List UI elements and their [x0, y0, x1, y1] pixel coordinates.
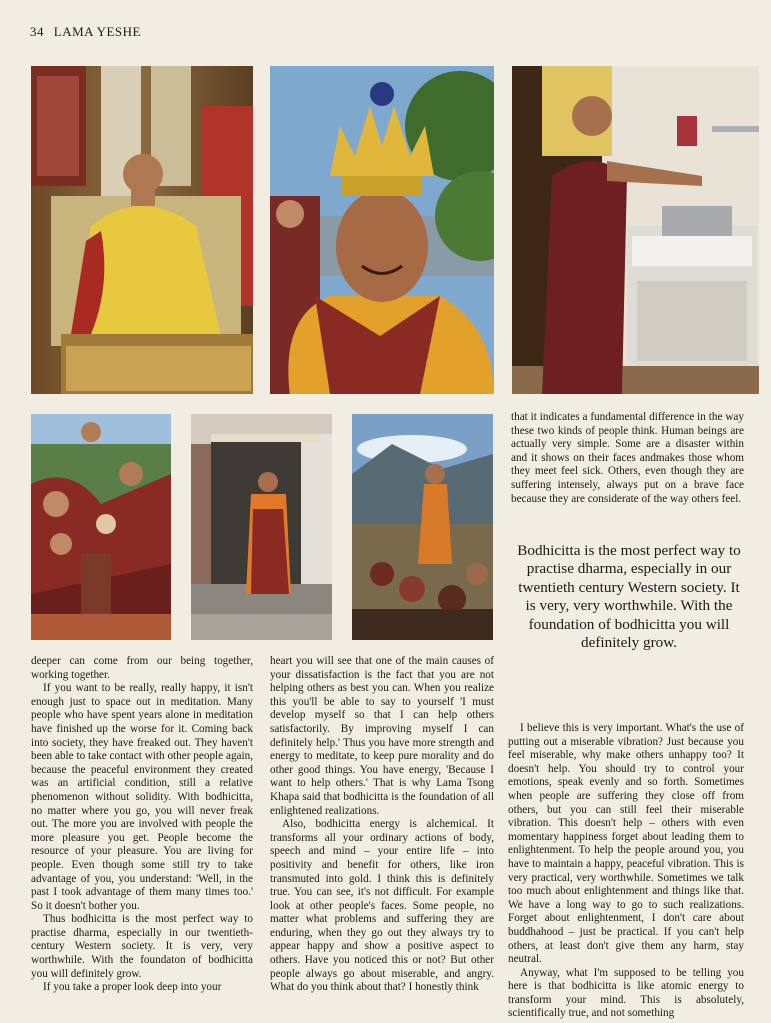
paragraph: I believe this is very important. What's the use of putting out a miserable vibration? Just because you feel miserable, why make others unhappy too? It doesn't help. You should try to control your emotions, speak evenly and so forth. Sometimes when people are suffering they close off from others, but you can still feel their miserable vibration. This doesn't help – others with even momentary happiness forget about leading them to enlightenment. To help the people around you, you have to maintain a happy, peaceful vibration. This is very practical, very worthwhile. Sometimes we talk too much about enlightenment and things like that. We have a long way to go to such realizations. Forget about enlightenment, I don't care about buddhahood – just be practical. If you can't help others, at least don't give them any harm, stay neutral.	[508, 722, 744, 966]
running-head	[30, 24, 141, 40]
photo-outdoor-teaching	[352, 414, 493, 640]
pull-quote: Bodhicitta is the most perfect way to practise dharma, especially in our twentieth century Western society. It is very, very worthwhile. With the foundation of bodhicitta you will definitely grow.	[517, 542, 741, 652]
page-number: 34	[30, 24, 44, 39]
paragraph: that it indicates a fundamental difference in the way these two kinds of people think. Human beings are actually very simple. Some are a disaster within and it shows on their faces andmakes those whom they meet feel sick. Others, even though they are suffering intensely, always put on a brave face because they are considerate of the way others feel.	[511, 411, 744, 505]
photo-crowd-gathering	[31, 414, 171, 640]
col2-text	[270, 655, 494, 995]
running-title: LAMA YESHE	[53, 24, 141, 39]
paragraph: Thus bodhicitta is the most perfect way to practise dharma, especially in our twentieth-century Western society. It is very, very worthwhile. With the foundaton of bodhicitta you will definitely grow.	[31, 913, 253, 980]
paragraph: heart you will see that one of the main causes of your dissatisfaction is the fact that you are not helping others as best you can. When you realize this you'll be able to say to yourself 'I must develop myself so that I can help others satisfactorily. By improving myself I can definitely help.' Thus you have more strength and energy to meditate, to keep pure morality and do other good things. You have energy, 'Because I want to help others.' That is why Lama Tsong Khapa said that bodhicitta is the foundation of all enlightened realizations.	[270, 655, 494, 817]
paragraph: Anyway, what I'm supposed to be telling you here is that bodhicitta is like atomic energy to transform your mind. This is absolutely, scientifically true, and not something	[508, 966, 744, 1020]
col1-text	[31, 655, 253, 995]
photo-seated-lama	[31, 66, 253, 394]
photo-lama-cooking	[512, 66, 759, 394]
col3-bottom-text	[508, 722, 744, 1021]
paragraph: Also, bodhicitta energy is alchemical. It transforms all your ordinary actions of body, speech and mind – your entire life – into positivity and benefit for others, like iron transmuted into gold. I think this is definitely true. You can see, it's not difficult. For example look at other people's faces. Some people, no matter what problems and suffering they are enduring, when they go out they always try to appear happy and show a positive aspect to others. Have you noticed this or not? But other people always go about miserable, and angry. What do you think about that? I honestly think	[270, 818, 494, 994]
paragraph: deeper can come from our being together, working together.	[31, 655, 253, 681]
photo-lama-doorway	[191, 414, 332, 640]
col3-top-text	[511, 411, 744, 506]
photo-crowned-lama	[270, 66, 494, 394]
paragraph: If you want to be really, really happy, it isn't enough just to space out in meditation. Many people who have spent years alone in meditation have finished up the worse for it. Coming back into society, they have freaked out. They haven't been able to take contact with other people again, because the peaceful environment they created was an artificial condition, still a relative phenomenon without solidity. With bodhicitta, no matter where you go, you will never freak out. The more you are involved with people the more pleasure you get. People become the resource of your pleasure. You are living for people. Even though some still try to take advantage of you, you understand: 'Well, in the past I took advantage of them many times too.' So it doesn't bother you.	[31, 682, 253, 912]
paragraph: If you take a proper look deep into your	[43, 981, 222, 994]
